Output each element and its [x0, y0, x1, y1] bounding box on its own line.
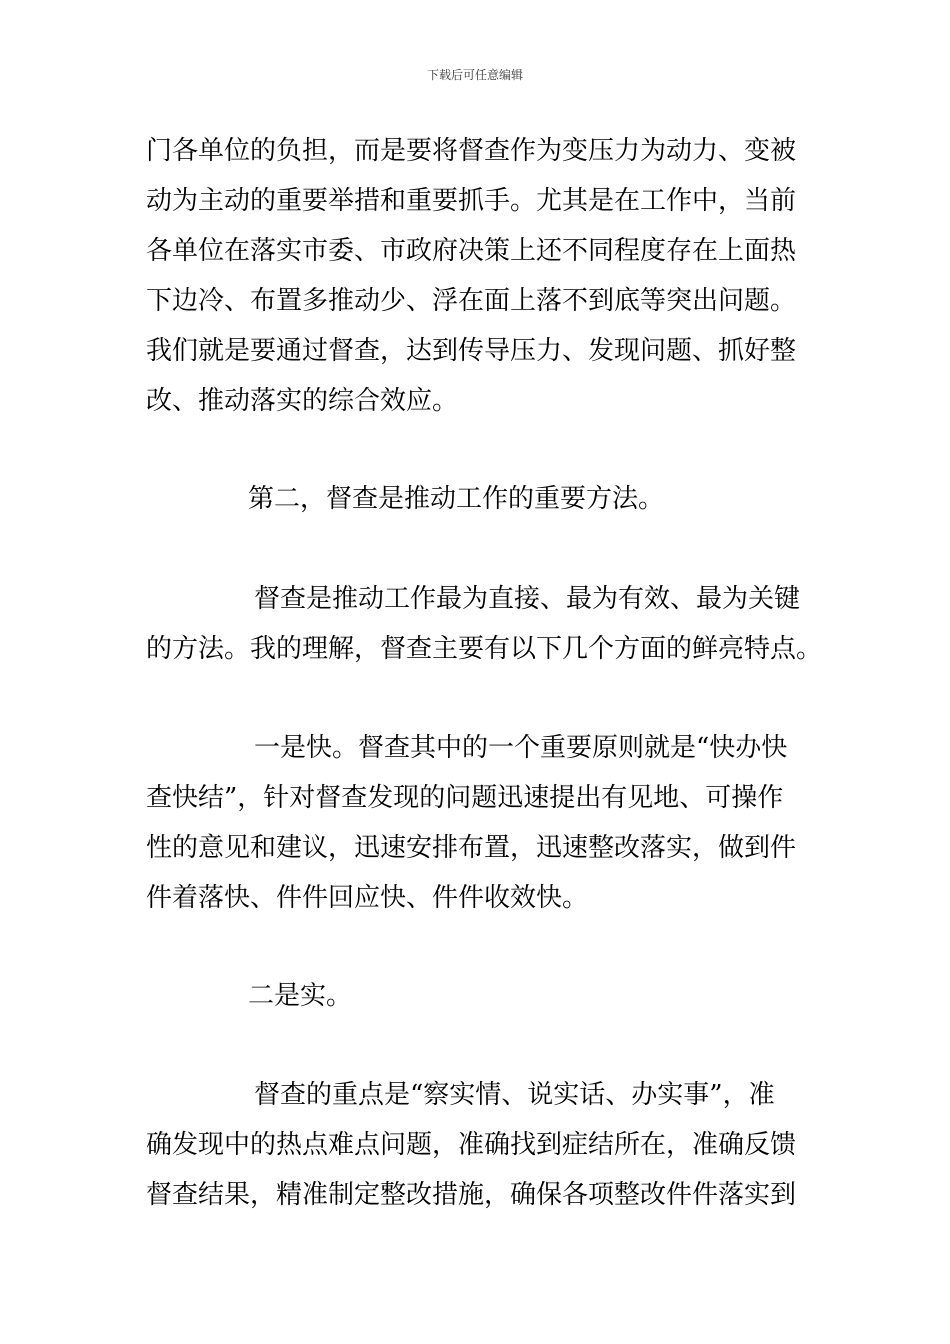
text-line: 改、推动落实的综合效应。: [146, 386, 459, 416]
text-line: 一是快。督查其中的一个重要原则就是“快办快: [254, 733, 788, 763]
section-heading: 第二，督查是推动工作的重要方法。: [248, 484, 665, 514]
text-line: 督查是推动工作最为直接、最为有效、最为关键: [254, 584, 801, 614]
text-line: 门各单位的负担，而是要将督查作为变压力为动力、变被: [146, 136, 797, 166]
text-line: 性的意见和建议，迅速安排布置，迅速整改落实，做到件: [146, 833, 797, 863]
text-line: 的方法。我的理解，督查主要有以下几个方面的鲜亮特点。: [146, 634, 823, 664]
text-line: 动为主动的重要举措和重要抓手。尤其是在工作中，当前: [146, 186, 797, 216]
text-line: 督查的重点是“察实情、说实话、办实事”，准: [254, 1080, 775, 1110]
text-line: 各单位在落实市委、市政府决策上还不同程度存在上面热: [146, 236, 797, 266]
text-line: 督查结果，精准制定整改措施，确保各项整改件件落实到: [146, 1180, 797, 1210]
text-line: 查快结”，针对督查发现的问题迅速提出有见地、可操作: [146, 783, 784, 813]
text-line: 下边冷、布置多推动少、浮在面上落不到底等突出问题。: [146, 286, 797, 316]
text-line: 件着落快、件件回应快、件件收效快。: [146, 883, 589, 913]
section-heading: 二是实。: [248, 981, 353, 1011]
page-header: 下载后可任意编辑: [426, 68, 523, 82]
text-line: 确发现中的热点难点问题，准确找到症结所在，准确反馈: [146, 1130, 797, 1160]
text-line: 我们就是要通过督查，达到传导压力、发现问题、抓好整: [146, 336, 797, 366]
